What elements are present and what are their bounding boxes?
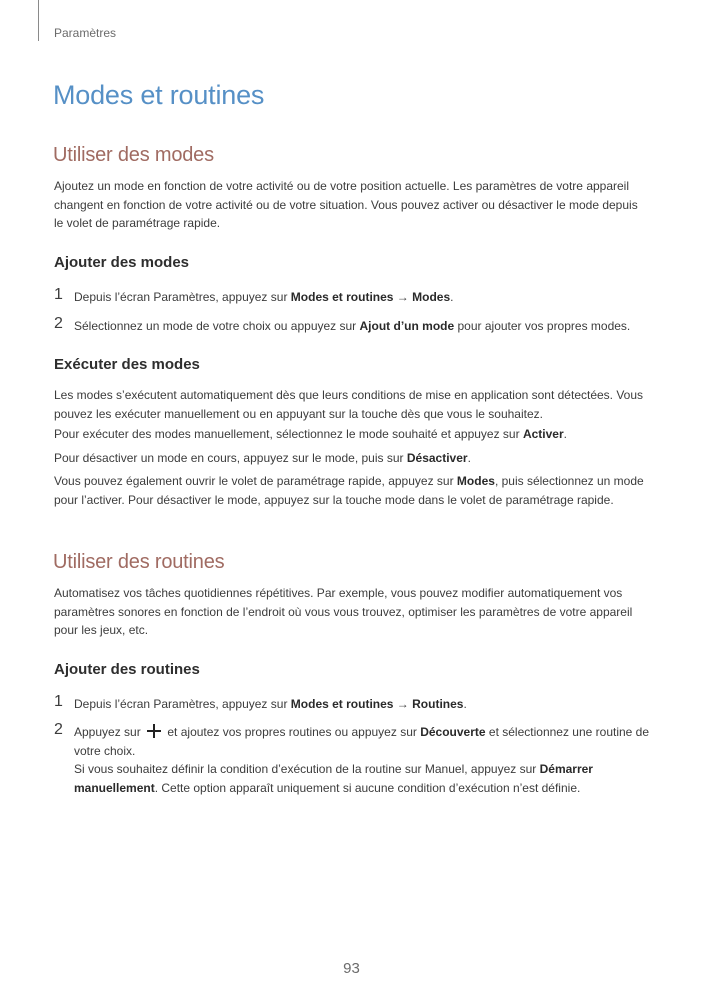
paragraph-text: Pour exécuter des modes manuellement, sélectionnez le mode souhaité et appuyez sur xyxy=(54,427,523,441)
run-modes-paragraph-1: Les modes s’exécutent automatiquement dès que leurs conditions de mise en application sont détectées. Vous pouvez les exécuter manuellement ou en appuyant sur la touche dès que vous le souhaitez. xyxy=(54,388,644,421)
step-text: Sélectionnez un mode de votre choix ou appuyez sur xyxy=(74,319,360,333)
run-modes-paragraph-2 xyxy=(54,425,646,444)
add-modes-step-1 xyxy=(54,288,654,307)
page-title: Modes et routines xyxy=(53,80,265,110)
page-number: 93 xyxy=(343,960,360,977)
menu-modes: Modes xyxy=(456,474,495,488)
paragraph-text-end: , puis sélectionnez un mode pour l’activer. Pour désactiver le mode, appuyez sur la touche mode dans le volet de paramétrage rapide. xyxy=(54,474,644,507)
arrow-icon: → xyxy=(393,290,413,304)
subheading-add-routines: Ajouter des routines xyxy=(54,661,200,678)
menu-start-manually: Démarrer manuellement xyxy=(74,762,593,795)
subheading-add-modes: Ajouter des modes xyxy=(54,254,190,271)
menu-path-routines: Routines xyxy=(412,697,464,711)
step-number: 1 xyxy=(54,693,63,710)
menu-discover: Découverte xyxy=(420,725,486,739)
step-note-end: . Cette option apparaît uniquement si aucune condition d’exécution n’est définie. xyxy=(154,780,581,795)
step-number: 2 xyxy=(54,315,63,332)
punctuation: . xyxy=(467,451,471,465)
paragraph-text: Vous pouvez également ouvrir le volet de paramétrage rapide, appuyez sur xyxy=(54,474,457,488)
step-text: Depuis l’écran Paramètres, appuyez sur xyxy=(74,290,291,304)
subheading-run-modes: Exécuter des modes xyxy=(54,356,200,373)
menu-path-modes-routines: Modes et routines xyxy=(290,290,394,304)
plus-icon xyxy=(146,724,162,738)
menu-deactivate: Désactiver xyxy=(406,451,468,465)
step-number: 2 xyxy=(54,721,63,738)
routines-intro: Automatisez vos tâches quotidiennes répétitives. Par exemple, vous pouvez modifier automatiquement vos paramètres sonores en fonction de l’endroit où vous vous trouvez, optimiser les paramètres de votre appareil pour les jeux, etc. xyxy=(54,586,633,637)
paragraph-text: Pour désactiver un mode en cours, appuyez sur le mode, puis sur xyxy=(54,451,407,465)
step-text-end: pour ajouter vos propres modes. xyxy=(454,319,631,333)
add-routines-step-1 xyxy=(54,695,654,714)
punctuation: . xyxy=(563,427,567,441)
punctuation: . xyxy=(450,290,454,304)
menu-path-modes-routines: Modes et routines xyxy=(290,697,394,711)
step-text: Depuis l’écran Paramètres, appuyez sur xyxy=(74,697,291,711)
header-divider xyxy=(38,0,39,41)
step-text: Appuyez sur xyxy=(74,725,145,739)
step-text-middle: et ajoutez vos propres routines ou appuyez sur xyxy=(164,725,421,739)
arrow-icon: → xyxy=(393,697,413,711)
run-modes-paragraph-4 xyxy=(54,472,646,509)
run-modes-paragraph-3 xyxy=(54,449,646,468)
section-header: Paramètres xyxy=(54,26,117,40)
step-note: Si vous souhaitez définir la condition d’exécution de la routine sur Manuel, appuyez sur xyxy=(74,762,540,776)
punctuation: . xyxy=(463,697,467,711)
modes-intro: Ajoutez un mode en fonction de votre activité ou de votre position actuelle. Les paramètres de votre appareil changent en fonction de votre activité ou de votre situation. Vous pouvez activer ou désactiver le mode depuis le volet de paramétrage rapide. xyxy=(54,179,638,230)
menu-activate: Activer xyxy=(522,427,564,441)
menu-path-modes: Modes xyxy=(412,290,451,304)
step-number: 1 xyxy=(54,286,63,303)
section-heading-routines: Utiliser des routines xyxy=(53,551,225,573)
step-text-end: et sélectionnez une routine de votre choix. xyxy=(74,725,650,758)
add-routines-step-2 xyxy=(54,723,654,797)
section-heading-modes: Utiliser des modes xyxy=(53,144,214,166)
add-modes-step-2 xyxy=(54,317,654,336)
menu-add-mode: Ajout d’un mode xyxy=(359,319,455,333)
